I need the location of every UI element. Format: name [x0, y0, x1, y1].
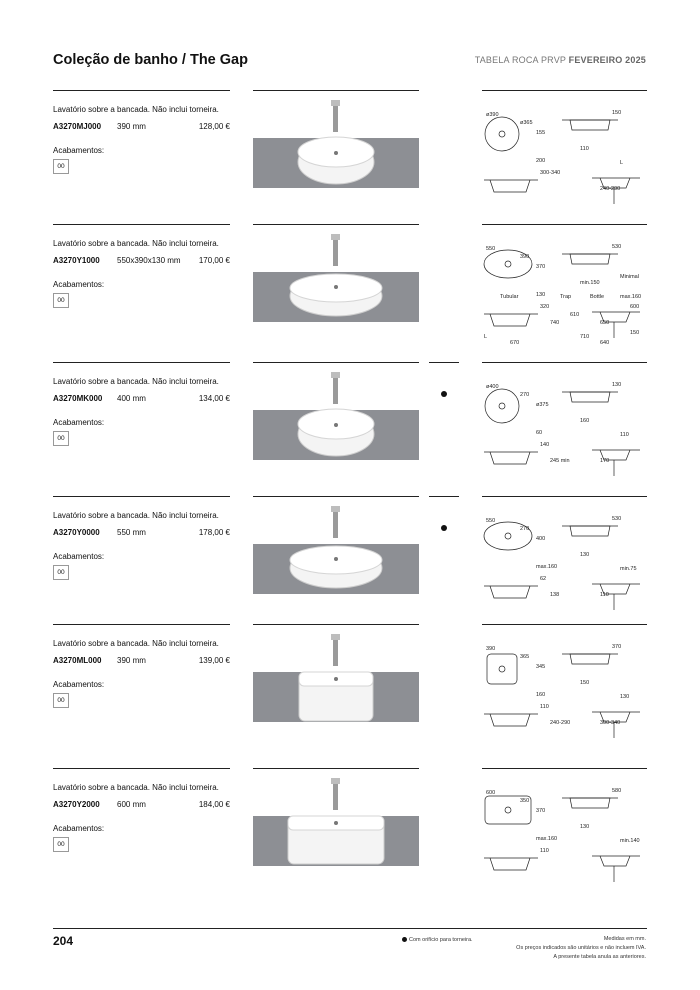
dimension-label: 110: [540, 848, 549, 854]
row-divider: [482, 768, 647, 769]
price-table-date: FEVEREIRO 2025: [568, 55, 646, 65]
product-price: 178,00 €: [198, 528, 230, 537]
finishes-label: Acabamentos:: [53, 680, 105, 689]
dimension-label: 62: [540, 576, 547, 582]
product-description: Lavatório sobre a bancada. Não inclui torneira.: [53, 239, 219, 248]
legend: [402, 937, 473, 943]
dimension-label: 270: [520, 526, 530, 532]
dimension-label: 530: [612, 244, 622, 250]
price-table-label: [475, 55, 646, 65]
dimension-label: 390: [520, 254, 530, 260]
dimension-label: 370: [612, 644, 622, 650]
technical-drawing: [480, 778, 650, 890]
dimension-label: 350: [520, 798, 530, 804]
dimension-label: 345: [536, 664, 546, 670]
row-divider: [482, 224, 647, 225]
product-code: A3270ML000: [53, 656, 102, 665]
dimension-label: 150: [630, 330, 640, 336]
dimension-label: 140: [540, 442, 550, 448]
dimension-label: 110: [600, 592, 609, 598]
row-divider: [482, 624, 647, 625]
product-code: A3270MJ000: [53, 122, 102, 131]
product-dimensions: 550 mm: [117, 528, 146, 537]
dimension-label: min.140: [620, 838, 640, 844]
product-description: Lavatório sobre a bancada. Não inclui torneira.: [53, 511, 219, 520]
dimension-label: 710: [580, 334, 590, 340]
product-photo: [253, 90, 419, 190]
technical-drawing: [480, 372, 650, 484]
technical-drawing: [480, 100, 650, 212]
product-row: [53, 624, 647, 754]
finishes-label: Acabamentos:: [53, 280, 105, 289]
finish-code: 00: [53, 293, 69, 308]
price-table-prefix: TABELA ROCA PRVP: [474, 55, 566, 65]
row-divider: [482, 496, 647, 497]
dimension-label: 110: [540, 704, 549, 710]
row-divider: [429, 362, 459, 363]
product-photo: [253, 496, 419, 596]
finish-code: 00: [53, 565, 69, 580]
dimension-label: 150: [612, 110, 622, 116]
row-divider: [53, 624, 230, 625]
dimension-label: 245 min: [550, 458, 570, 464]
dimension-label: 610: [570, 312, 580, 318]
dimension-label: 550: [486, 246, 496, 252]
dimension-label: 138: [550, 592, 560, 598]
product-row: [53, 496, 647, 626]
product-code: A3270Y0000: [53, 528, 100, 537]
dimension-label: 130: [580, 552, 590, 558]
dimension-label: L: [484, 334, 488, 340]
dimension-label: 300-340: [540, 170, 561, 176]
tap-hole-dot-icon: [441, 391, 447, 397]
note-prices: Os preços indicados são unitários e não incluem IVA.: [516, 945, 646, 951]
dimension-label: 160: [580, 418, 590, 424]
dimension-label: ø365: [520, 120, 533, 126]
row-divider: [53, 362, 230, 363]
dimension-label: 200: [536, 158, 546, 164]
finish-code: 00: [53, 431, 69, 446]
dimension-label: 155: [536, 130, 546, 136]
dimension-label: 400: [536, 536, 546, 542]
dimension-label: 320: [540, 304, 550, 310]
product-row: [53, 90, 647, 220]
dimension-label: Trap: [560, 294, 572, 300]
dimension-label: 370: [536, 264, 546, 270]
row-divider: [53, 496, 230, 497]
dimension-label: 160: [536, 692, 546, 698]
dimension-label: max.160: [620, 294, 642, 300]
row-divider: [53, 768, 230, 769]
dimension-label: 130: [612, 382, 622, 388]
dimension-label: ø375: [536, 402, 549, 408]
dimension-label: 580: [612, 788, 622, 794]
product-code: A3270Y1000: [53, 256, 100, 265]
product-photo: [253, 624, 419, 724]
product-price: 128,00 €: [198, 122, 230, 131]
row-divider: [53, 90, 230, 91]
product-code: A3270Y2000: [53, 800, 100, 809]
product-price: 184,00 €: [198, 800, 230, 809]
product-description: Lavatório sobre a bancada. Não inclui torneira.: [53, 105, 219, 114]
finish-code: 00: [53, 159, 69, 174]
footer-notes: [516, 935, 646, 962]
product-row: [53, 768, 647, 898]
footer-divider: [53, 928, 647, 929]
dimension-label: 650: [600, 320, 610, 326]
dimension-label: Bottle: [590, 294, 605, 300]
page-number: 204: [53, 934, 74, 948]
product-description: Lavatório sobre a bancada. Não inclui torneira.: [53, 377, 219, 386]
dimension-label: min.75: [620, 566, 637, 572]
product-price: 139,00 €: [198, 656, 230, 665]
technical-drawing: [480, 234, 650, 346]
product-photo: [253, 768, 419, 868]
tap-hole-dot-icon: [441, 525, 447, 531]
finishes-label: Acabamentos:: [53, 418, 105, 427]
dimension-label: 150: [580, 680, 590, 686]
dimension-label: 170: [600, 458, 610, 464]
product-dimensions: 600 mm: [117, 800, 146, 809]
dimension-label: 670: [510, 340, 520, 346]
note-units: Medidas em mm.: [603, 936, 646, 942]
dimension-label: 240-290: [600, 186, 621, 192]
finish-code: 00: [53, 693, 69, 708]
finishes-label: Acabamentos:: [53, 552, 105, 561]
row-divider: [53, 224, 230, 225]
note-validity: A presente tabela anula as anteriores.: [553, 954, 646, 960]
dimension-label: 365: [520, 654, 530, 660]
product-row: [53, 224, 647, 354]
dimension-label: L: [620, 160, 624, 166]
product-code: A3270MK000: [53, 394, 103, 403]
finishes-label: Acabamentos:: [53, 824, 105, 833]
product-description: Lavatório sobre a bancada. Não inclui torneira.: [53, 783, 219, 792]
product-photo: [253, 362, 419, 462]
dimension-label: 130: [580, 824, 590, 830]
dimension-label: Tubular: [500, 294, 519, 300]
dimension-label: 300-340: [600, 720, 621, 726]
product-dimensions: 400 mm: [117, 394, 146, 403]
dimension-label: 110: [620, 432, 629, 438]
legend-text: Com orifício para torneira.: [409, 937, 473, 943]
finish-code: 00: [53, 837, 69, 852]
dot-icon: [402, 937, 407, 942]
dimension-label: min.150: [580, 280, 600, 286]
finishes-label: Acabamentos:: [53, 146, 105, 155]
technical-drawing: [480, 506, 650, 618]
dimension-label: 600: [630, 304, 640, 310]
dimension-label: 600: [486, 790, 496, 796]
product-dimensions: 390 mm: [117, 122, 146, 131]
product-row: [53, 362, 647, 492]
dimension-label: Minimal: [620, 274, 639, 280]
product-dimensions: 550x390x130 mm: [117, 256, 181, 265]
product-photo: [253, 224, 419, 324]
product-description: Lavatório sobre a bancada. Não inclui torneira.: [53, 639, 219, 648]
product-price: 134,00 €: [198, 394, 230, 403]
dimension-label: 530: [612, 516, 622, 522]
dimension-label: ø400: [486, 384, 499, 390]
product-price: 170,00 €: [198, 256, 230, 265]
dimension-label: 370: [536, 808, 546, 814]
dimension-label: ø390: [486, 112, 499, 118]
dimension-label: 60: [536, 430, 543, 436]
dimension-label: 740: [550, 320, 560, 326]
row-divider: [482, 90, 647, 91]
row-divider: [482, 362, 647, 363]
page-title: Coleção de banho / The Gap: [53, 52, 248, 68]
dimension-label: 550: [486, 518, 496, 524]
dimension-label: max.160: [536, 564, 558, 570]
row-divider: [429, 496, 459, 497]
dimension-label: 270: [520, 392, 530, 398]
dimension-label: 110: [580, 146, 589, 152]
dimension-label: 240-290: [550, 720, 571, 726]
technical-drawing: [480, 634, 650, 746]
dimension-label: 640: [600, 340, 610, 346]
dimension-label: max.160: [536, 836, 558, 842]
dimension-label: 390: [486, 646, 496, 652]
dimension-label: 130: [536, 292, 546, 298]
dimension-label: 130: [620, 694, 630, 700]
product-dimensions: 390 mm: [117, 656, 146, 665]
